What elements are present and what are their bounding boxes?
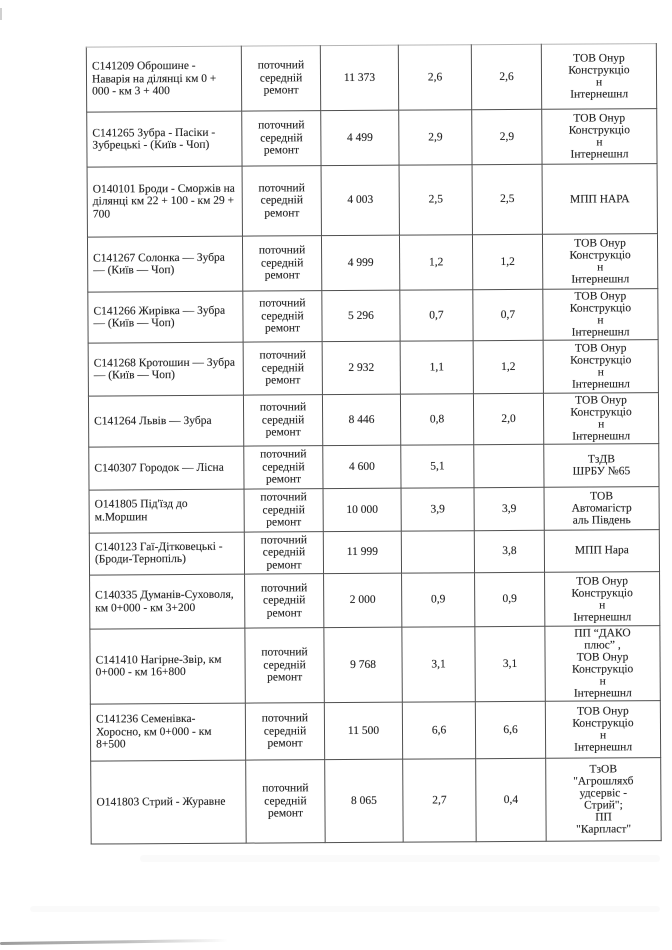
cell-road: С141265 Зубра - Пасіки - Зубрецькі - (Київ - Чоп) <box>87 111 242 167</box>
cell-amount: 9 768 <box>324 627 402 702</box>
cell-amount: 2 000 <box>324 573 402 627</box>
cell-amount: 4 499 <box>321 110 399 165</box>
cell-value1 <box>401 530 474 573</box>
cell-value1: 3,9 <box>401 488 474 531</box>
cell-value2: 1,2 <box>472 234 542 289</box>
cell-amount: 2 932 <box>322 341 400 394</box>
cell-road: С141267 Солонка — Зубра — (Київ — Чоп) <box>87 236 242 292</box>
table-row <box>87 234 657 292</box>
cell-road: С140335 Думанів-Суховоля, км 0+000 - км 3+200 <box>90 574 245 629</box>
cell-contractor: ТОВ Онур Конструкціо н Інтернешнл <box>545 701 660 759</box>
cell-road: С141236 Семенівка-Хоросно, км 0+000 - км 8+500 <box>90 703 245 761</box>
cell-contractor: ТзОВ "Агрошляхб удсервіс - Стрий"; ПП "Карпласт" <box>546 758 662 842</box>
cell-value2: 0,4 <box>476 758 547 841</box>
cell-contractor: ТОВ Онур Конструкціо н Інтернешнл <box>542 109 657 165</box>
cell-amount: 4 999 <box>321 235 399 290</box>
cell-value1: 2,7 <box>403 759 477 842</box>
cell-road: С141410 Нагірне-Звір, км 0+000 - км 16+800 <box>90 628 245 704</box>
cell-repair-type: поточний середній ремонт <box>246 760 326 843</box>
cell-contractor: ПП “ДАКО плюс” , ТОВ Онур Конструкціо н Інтернешнл <box>545 626 660 702</box>
cell-road: С141209 Оброшине - Наварія на ділянці км 0 + 000 - км 3 + 400 <box>86 46 241 112</box>
table-row <box>88 393 658 447</box>
cell-road: О141805 Під'їзд до м.Моршин <box>89 489 244 532</box>
cell-value2: 1,2 <box>473 340 543 393</box>
cell-repair-type: поточний середній ремонт <box>244 531 323 574</box>
cell-amount: 4 003 <box>321 165 399 235</box>
cell-road: С140307 Городок — Лісна <box>89 446 244 490</box>
cell-value2: 2,9 <box>472 109 542 164</box>
scan-band-artifact <box>30 906 660 912</box>
cell-contractor: ТОВ Онур Конструкціо н Інтернешнл <box>543 393 658 445</box>
cell-repair-type: поточний середній ремонт <box>245 703 324 760</box>
cell-contractor: ТОВ Онур Конструкціо н Інтернешнл <box>543 340 658 394</box>
scan-streak-artifact <box>0 939 228 945</box>
table-row <box>87 109 657 167</box>
cell-value1: 3,1 <box>402 627 475 702</box>
table-row <box>89 444 659 490</box>
table-row <box>88 289 658 343</box>
cell-value1: 0,7 <box>400 290 473 341</box>
cell-amount: 8 446 <box>322 394 400 445</box>
cell-repair-type: поточний середній ремонт <box>244 489 323 532</box>
cell-value1: 2,6 <box>398 45 471 110</box>
table-row <box>86 44 656 112</box>
road-repair-table <box>86 43 662 844</box>
cell-value1: 5,1 <box>401 445 474 488</box>
cell-amount: 11 500 <box>324 702 402 759</box>
table-row <box>90 626 660 704</box>
table-row <box>87 164 657 237</box>
cell-repair-type: поточний середній ремонт <box>245 574 324 628</box>
cell-value2: 3,1 <box>475 626 545 701</box>
cell-contractor: ТОВ Онур Конструкціо н Інтернешнл <box>541 44 656 110</box>
cell-repair-type: поточний середній ремонт <box>243 291 322 342</box>
cell-contractor: ТОВ Онур Конструкціо н Інтернешнл <box>542 234 657 290</box>
cell-value1: 2,5 <box>399 165 472 235</box>
cell-amount: 5 296 <box>322 290 400 341</box>
cell-amount: 4 600 <box>323 445 401 488</box>
cell-road: С140123 Гаї-Дітковецькі - (Броди-Тернопіль) <box>89 532 244 575</box>
cell-contractor: ТзДВ ШРБУ №65 <box>544 444 659 488</box>
cell-road: С141268 Кротошин — Зубра — (Київ — Чоп) <box>88 342 243 396</box>
cell-repair-type: поточний середній ремонт <box>242 111 321 166</box>
cell-road: С141266 Жирівка — Зубра — (Київ — Чоп) <box>88 291 243 343</box>
table-row <box>90 701 660 761</box>
scan-edge-artifact <box>0 8 2 20</box>
cell-amount: 8 065 <box>325 759 404 842</box>
table-row <box>89 529 659 575</box>
cell-value2: 2,6 <box>471 44 541 109</box>
cell-value2: 3,8 <box>474 530 544 573</box>
cell-amount: 10 000 <box>323 488 401 531</box>
cell-value1: 0,8 <box>400 394 473 445</box>
table-row <box>89 487 659 533</box>
table-row <box>88 340 658 396</box>
cell-amount: 11 999 <box>323 531 401 574</box>
cell-contractor: МПП НАРА <box>542 164 657 235</box>
cell-value2: 0,9 <box>475 572 545 626</box>
cell-value1: 0,9 <box>402 573 475 627</box>
cell-value2: 2,0 <box>473 393 543 444</box>
cell-repair-type: поточний середній ремонт <box>242 236 321 291</box>
table-row <box>90 572 660 629</box>
cell-value1: 6,6 <box>402 702 475 759</box>
cell-repair-type: поточний середній ремонт <box>245 628 324 703</box>
cell-contractor: МПП Нара <box>544 529 659 572</box>
cell-repair-type: поточний середній ремонт <box>243 395 322 446</box>
cell-amount: 11 373 <box>320 45 398 110</box>
cell-value2: 6,6 <box>475 701 545 758</box>
cell-repair-type: поточний середній ремонт <box>244 446 323 489</box>
cell-value2: 2,5 <box>472 164 542 234</box>
cell-repair-type: поточний середній ремонт <box>241 46 320 111</box>
cell-contractor: ТОВ Автомагістр аль Південь <box>544 487 659 530</box>
cell-repair-type: поточний середній ремонт <box>242 166 321 236</box>
cell-contractor: ТОВ Онур Конструкціо н Інтернешнл <box>545 572 660 627</box>
table-body <box>86 44 661 844</box>
scan-band-artifact <box>140 855 660 862</box>
cell-value2: 3,9 <box>474 487 544 530</box>
cell-value2: 0,7 <box>473 289 543 340</box>
cell-value1: 1,2 <box>399 235 472 290</box>
cell-value1: 2,9 <box>399 110 472 165</box>
cell-repair-type: поточний середній ремонт <box>243 342 322 395</box>
cell-value2 <box>474 444 544 487</box>
cell-road: О141803 Стрий - Журавне <box>91 760 247 844</box>
cell-value1: 1,1 <box>400 341 473 394</box>
cell-road: О140101 Броди - Сморжів на ділянці км 22 + 100 - км 29 + 700 <box>87 166 242 237</box>
table-row <box>91 758 661 844</box>
cell-road: С141264 Львів — Зубра <box>88 395 243 447</box>
cell-contractor: ТОВ Онур Конструкціо н Інтернешнл <box>543 289 658 341</box>
